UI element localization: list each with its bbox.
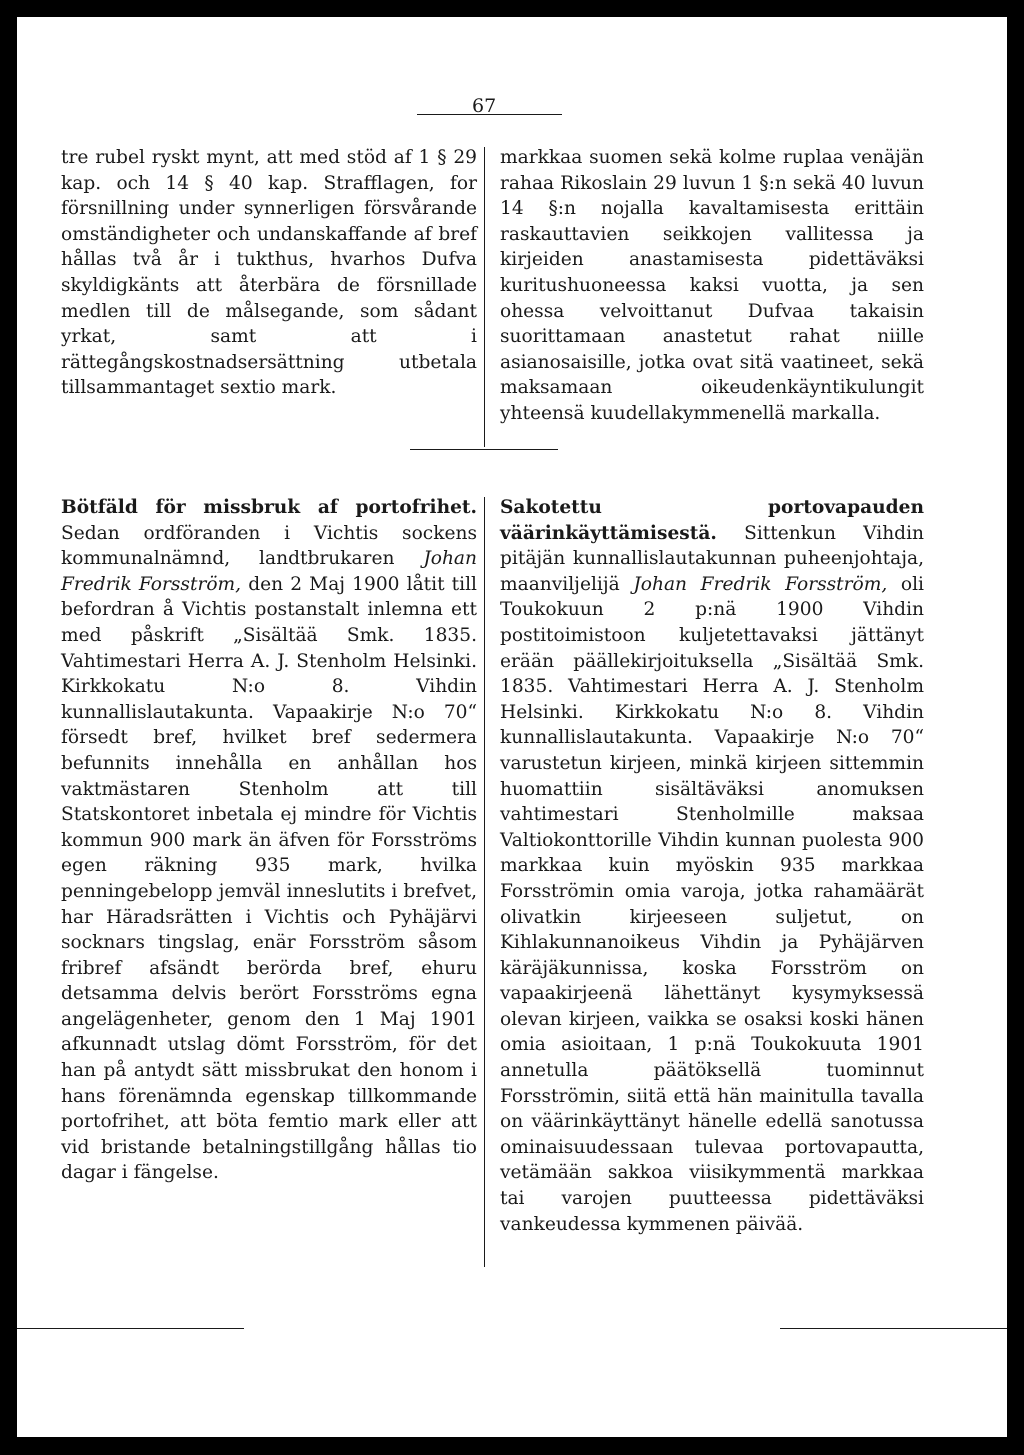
footer-rule-left <box>17 1328 244 1329</box>
top-left-column <box>61 145 477 401</box>
swedish-article <box>61 495 477 1186</box>
column-divider-top <box>484 147 485 447</box>
top-right-column <box>500 145 924 427</box>
finnish-article <box>500 495 924 1237</box>
swedish-article-text-1: Sedan ordföranden i Vichtis sockens kommunalnämnd, landtbrukaren <box>61 522 477 570</box>
footer-rule-right <box>780 1328 1007 1329</box>
swedish-article-text-2: den 2 Maj 1900 låtit till befordran å Vichtis postanstalt inlemna ett med påskrift „Sisältää Smk. 1835. Vahtimestari Herra A. J. Stenholm Helsinki. Kirkkokatu N:o 8. Vihdin kunnallislautakunta. Vapaakirje N:o 70“ försedt bref, hvilket bref sedermera befunnits innehålla en anhållan hos vaktmästaren Stenholm att till Statskontoret inbetala ej mindre för Vichtis kommun 900 mark än äfven för Forsströms egen räkning 935 mark, hvilka penningebelopp jemväl inneslutits i brefvet, har Häradsrätten i Vichtis och Pyhäjärvi socknars tingslag, enär Forsström såsom fribref afsändt berörda bref, ehuru detsamma delvis berört Forsströms egna angelägenheter, genom den 1 Maj 1901 afkunnadt utslag dömt Forsström, för det han på antydt sätt missbrukat den honom i hans förenämnda egenskap tillkommande portofrihet, att böta femtio mark eller att vid bristande betalningstillgång hållas tio dagar i fängelse. <box>61 573 477 1184</box>
section-separator-rule <box>410 449 558 450</box>
bottom-left-column <box>61 495 477 1186</box>
document-page <box>17 17 1007 1437</box>
finnish-verdict-end: markkaa suomen sekä kolme ruplaa venäjän rahaa Rikoslain 29 luvun 1 §:n sekä 40 luvun 14 §:n nojalla kavaltamisesta erittäin raskauttavien seikkojen vallitessa ja kirjeiden anastamisesta pidettäväksi kuritushuoneessa kaksi vuotta, ja sen ohessa velvoittanut Dufvaa takaisin suorittamaan anastetut rahat niille asianosaisille, jotka ovat sitä vaatineet, sekä maksamaan oikeudenkäyntikulungit yhteensä kuudellakymmenellä markalla. <box>500 147 924 424</box>
swedish-article-name: Johan Fredrik Forsström, <box>61 548 477 595</box>
column-divider-bottom <box>484 497 485 1267</box>
finnish-article-text-1: Sittenkun Vihdin pitäjän kunnallislautakunnan puheenjohtaja, maanviljelijä <box>500 522 924 595</box>
swedish-article-heading: Bötfäld för missbruk af portofrihet. <box>61 497 477 518</box>
bottom-right-column <box>500 495 924 1237</box>
page-number: 67 <box>472 95 497 117</box>
swedish-verdict-end: tre rubel ryskt mynt, att med stöd af 1 § 29 kap. och 14 § 40 kap. Strafflagen, for försnillning under synnerligen försvårande omständigheter och undanskaffande af bref hållas två år i tukthus, hvarhos Dufva skyldigkänts att återbära de försnillade medlen till de målsegande, som sådant yrkat, samt att i rättegångskostnadsersättning utbetala tillsammantaget sextio mark. <box>61 147 477 399</box>
finnish-article-name: Johan Fredrik Forsström, <box>633 573 888 595</box>
finnish-article-heading: Sakotettu portovapauden väärinkäyttämisestä. <box>500 497 924 544</box>
finnish-article-text-2: oli Toukokuun 2 p:nä 1900 Vihdin postitoimistoon kuljetettavaksi jättänyt erään päällekirjoituksella „Sisältää Smk. 1835. Vahtimestari Herra A. J. Stenholm Helsinki. Kirkkokatu N:o 8. Vihdin kunnallislautakunta. Vapaakirje N:o 70“ varustetun kirjeen, minkä kirjeen sittemmin huomattiin sisältäväksi anomuksen vahtimestari Stenholmille maksaa Valtiokonttorille Vihdin kunnan puolesta 900 markkaa kuin myöskin 935 markkaa Forsströmin omia varoja, jotka rahamäärät olivatkin kirjeeseen suljetut, on Kihlakunnanoikeus Vihdin ja Pyhäjärven käräjäkunnissa, koska Forsström on vapaakirjeenä lähettänyt kysymyksessä olevan kirjeen, vaikka se osaksi koski hänen omia asioitaan, 1 p:nä Toukokuuta 1901 annetulla päätöksellä tuominnut Forsströmin, siitä että hän mainitulla tavalla on väärinkäyttänyt hänelle edellä sanotussa ominaisuudessaan tulevaa portovapautta, vetämään sakkoa viisikymmentä markkaa tai varojen puutteessa pidettäväksi vankeudessa kymmenen päivää. <box>500 573 924 1235</box>
